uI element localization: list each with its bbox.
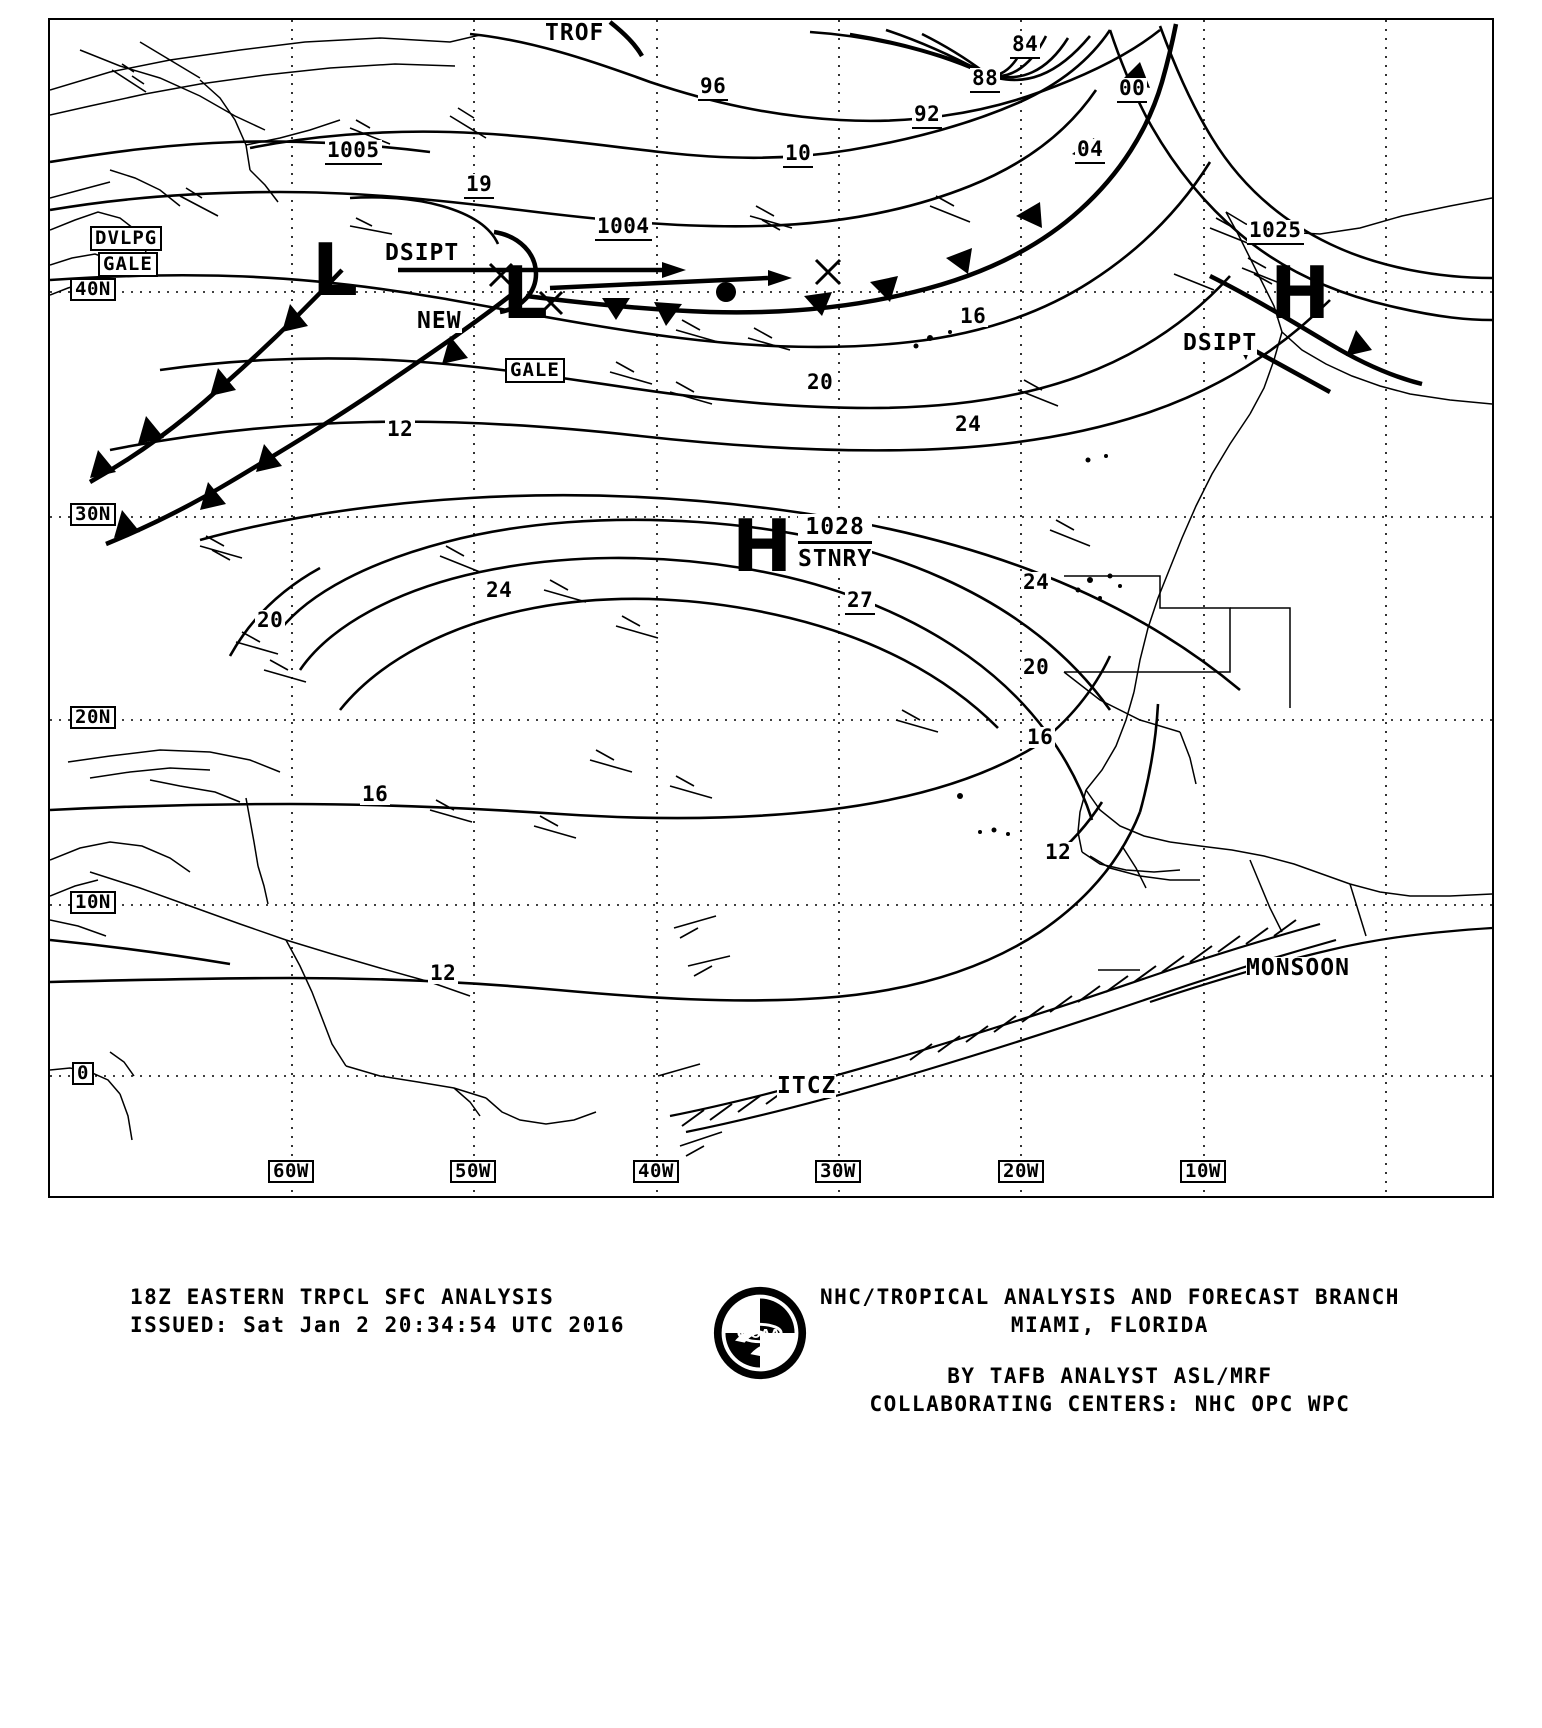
lon-label-60w: 60W <box>268 1160 314 1183</box>
isobar-label-1004: 1004 <box>595 216 652 241</box>
footer-centers: COLLABORATING CENTERS: NHC OPC WPC <box>869 1392 1351 1417</box>
lat-label-30n: 30N <box>70 503 116 526</box>
isobar-label-1004b: 04 <box>1075 139 1105 164</box>
warning-gale-west: GALE <box>98 252 158 277</box>
noaa-logo-icon <box>712 1285 808 1381</box>
high-pressure-value <box>798 514 872 572</box>
isobar-label-1025: 1025 <box>1247 220 1304 245</box>
footer <box>0 1255 1542 1435</box>
high-pressure-stationary: STNRY <box>798 546 873 572</box>
isobar-label-992: 92 <box>912 104 942 129</box>
svg-text:NOAA: NOAA <box>740 1325 780 1341</box>
warning-gale-east: GALE <box>505 358 565 383</box>
isobar-label-1012b: 12 <box>1045 840 1072 864</box>
isobar-label-1024: 24 <box>955 412 982 436</box>
isobar-label-1000: 00 <box>1117 78 1147 103</box>
footer-agency-line1: NHC/TROPICAL ANALYSIS AND FORECAST BRANCH <box>820 1285 1400 1309</box>
footer-agency-line2: MIAMI, FLORIDA <box>1010 1313 1209 1338</box>
isobar-label-1016c: 16 <box>362 782 389 806</box>
annotation-dsipt-w: DSIPT <box>385 240 460 266</box>
high-pressure-mb: 1028 <box>798 514 872 544</box>
warning-dvlpg: DVLPG <box>90 226 162 251</box>
annotation-itcz: ITCZ <box>777 1073 837 1099</box>
surface-analysis-map <box>48 18 1494 1198</box>
isobar-label-984: 84 <box>1010 34 1040 59</box>
footer-title: 18Z EASTERN TRPCL SFC ANALYSIS <box>130 1285 555 1309</box>
isobar-label-1012: 12 <box>387 417 414 441</box>
isobar-label-996: 96 <box>698 76 728 101</box>
footer-issued: ISSUED: Sat Jan 2 20:34:54 UTC 2016 <box>130 1313 626 1338</box>
lon-label-40w: 40W <box>633 1160 679 1183</box>
annotation-new: NEW <box>417 308 462 334</box>
lon-label-20w: 20W <box>998 1160 1044 1183</box>
isobar-label-1010: 10 <box>783 143 813 168</box>
footer-analyst: BY TAFB ANALYST ASL/MRF <box>947 1363 1273 1388</box>
isobar-label-1020c: 20 <box>1023 655 1050 679</box>
lat-label-20n: 20N <box>70 706 116 729</box>
isobar-label-1024b: 24 <box>486 578 513 602</box>
lat-label-40n: 40N <box>70 278 116 301</box>
high-pressure-secondary-value: 27 <box>845 590 875 615</box>
isobar-label-1024c: 24 <box>1023 570 1050 594</box>
isobar-label-1016: 16 <box>960 304 987 328</box>
footer-product-info <box>130 1283 625 1340</box>
lon-label-30w: 30W <box>815 1160 861 1183</box>
isobar-label-1020b: 20 <box>257 608 284 632</box>
low-pressure-symbol-east: L <box>502 251 548 335</box>
isobar-label-988: 88 <box>970 68 1000 93</box>
footer-agency-info <box>820 1283 1400 1418</box>
low-pressure-symbol-west: L <box>312 228 358 312</box>
lat-label-0: 0 <box>72 1062 94 1085</box>
annotation-monsoon: MONSOON <box>1246 955 1350 981</box>
isobar-label-1016b: 16 <box>1027 725 1054 749</box>
lon-label-10w: 10W <box>1180 1160 1226 1183</box>
high-pressure-symbol-atl: H <box>732 504 793 588</box>
isobar-label-1012c: 12 <box>430 961 457 985</box>
isobar-label-1020: 20 <box>807 370 834 394</box>
high-pressure-symbol-east: H <box>1270 251 1331 335</box>
lon-label-50w: 50W <box>450 1160 496 1183</box>
annotation-dsipt-e: DSIPT <box>1183 330 1258 356</box>
isobar-label-1019: 19 <box>464 174 494 199</box>
isobar-label-1005: 1005 <box>325 140 382 165</box>
lat-label-10n: 10N <box>70 891 116 914</box>
annotation-trof: TROF <box>545 20 605 46</box>
